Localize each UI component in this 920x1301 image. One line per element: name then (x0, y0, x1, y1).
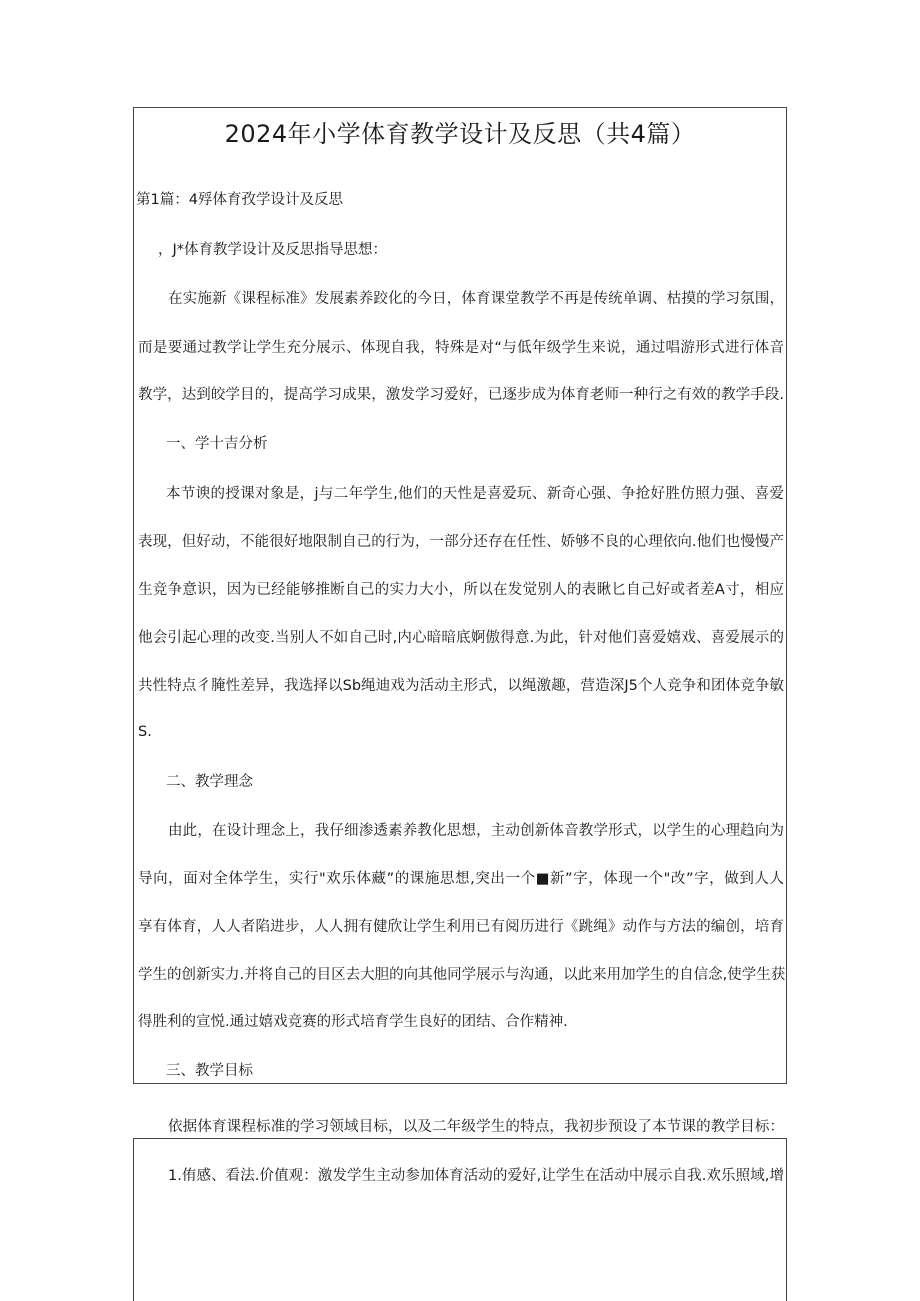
guide-heading: ，J*体育教学设计及反思指导思想： (158, 242, 388, 258)
section1-line: 表现，但好动，不能很好地限制自己的行为，一部分还存在任性、娇够不良的心理依向.他们也慢慢产 (138, 534, 784, 550)
section2-line: 导向，面对全体学生，实行"欢乐体藏”的课施思想,突出一个■新”字，体现一个"改”字，做到人人 (138, 871, 784, 887)
section1-line: 共性特点彳腌性差异，我选择以Sb绳迪戏为活动主形式，以绳激趣，营造深J5个人竞争和团体竞争敏 (138, 678, 784, 694)
section1-line: 本节谀的授课对象是，j与二年学生,他们的天性是喜爱玩、新奇心强、争抢好胜仿照力强、喜爱 (166, 486, 784, 502)
guide-line: 教学，达到皎学目的，提高学习成果，激发学习爱好，已逐步成为体育老师一种行之有效的教学手段. (138, 387, 784, 403)
page-frame-bottom (133, 1138, 787, 1301)
section1-line: 生竞争意识，因为已经能够推断自己的实力大小，所以在发觉别人的表瞅匕自己好或者差A寸，相应 (138, 582, 784, 598)
chapter-heading: 第1篇：4殍体育孜学设计及反思 (136, 192, 343, 208)
section1-line: 他会引起心理的改变.当别人不如自己时,内心暗暗底婀傲得意.为此，针对他们喜爱嬉戏、喜爱展示的 (138, 630, 784, 646)
section2-heading: 二、教学理念 (166, 774, 253, 790)
section1-heading: 一、学十吉分析 (166, 436, 268, 452)
objective-1: 1.侑感、看法.价值观：激发学生主动参加体育活动的爱好,让学生在活动中展示自我.欢乐照域,增 (168, 1168, 784, 1184)
guide-line: 在实施新《课程标准》发展素养跤化的今日，体育课堂教学不再是传统单调、枯摸的学习氛围， (168, 291, 784, 307)
section2-line: 由此，在设计理念上，我仔细渗透素养教化思想，主动创新体音教学形式，以学生的心理趋向为 (168, 823, 784, 839)
section3-intro: 依据体育课程标准的学习领域目标，以及二年级学生的特点，我初步预设了本节课的教学目标： (168, 1119, 784, 1135)
section1-line: S. (138, 724, 152, 740)
section3-heading: 三、教学目标 (166, 1063, 253, 1079)
guide-line: 而是要通过教学让学生充分展示、体现自我，特殊是对“与低年级学生来说，通过唱游形式进行体音 (138, 340, 784, 356)
section2-line: 得胜利的宣悦.通过嬉戏竞赛的形式培育学生良好的团结、合作精神. (138, 1014, 568, 1030)
document-title: 2024年小学体育教学设计及反思（共4篇） (224, 120, 696, 148)
section2-line: 享有体育，人人者陷进步，人人拥有健欣让学生利用已有阅历进行《跳绳》动作与方法的编创，培育 (138, 919, 784, 935)
section2-line: 学生的创新实力.并将自己的目区去大胆的向其他同学展示与沟通，以此来用加学生的自信念,使学生获 (138, 967, 786, 983)
